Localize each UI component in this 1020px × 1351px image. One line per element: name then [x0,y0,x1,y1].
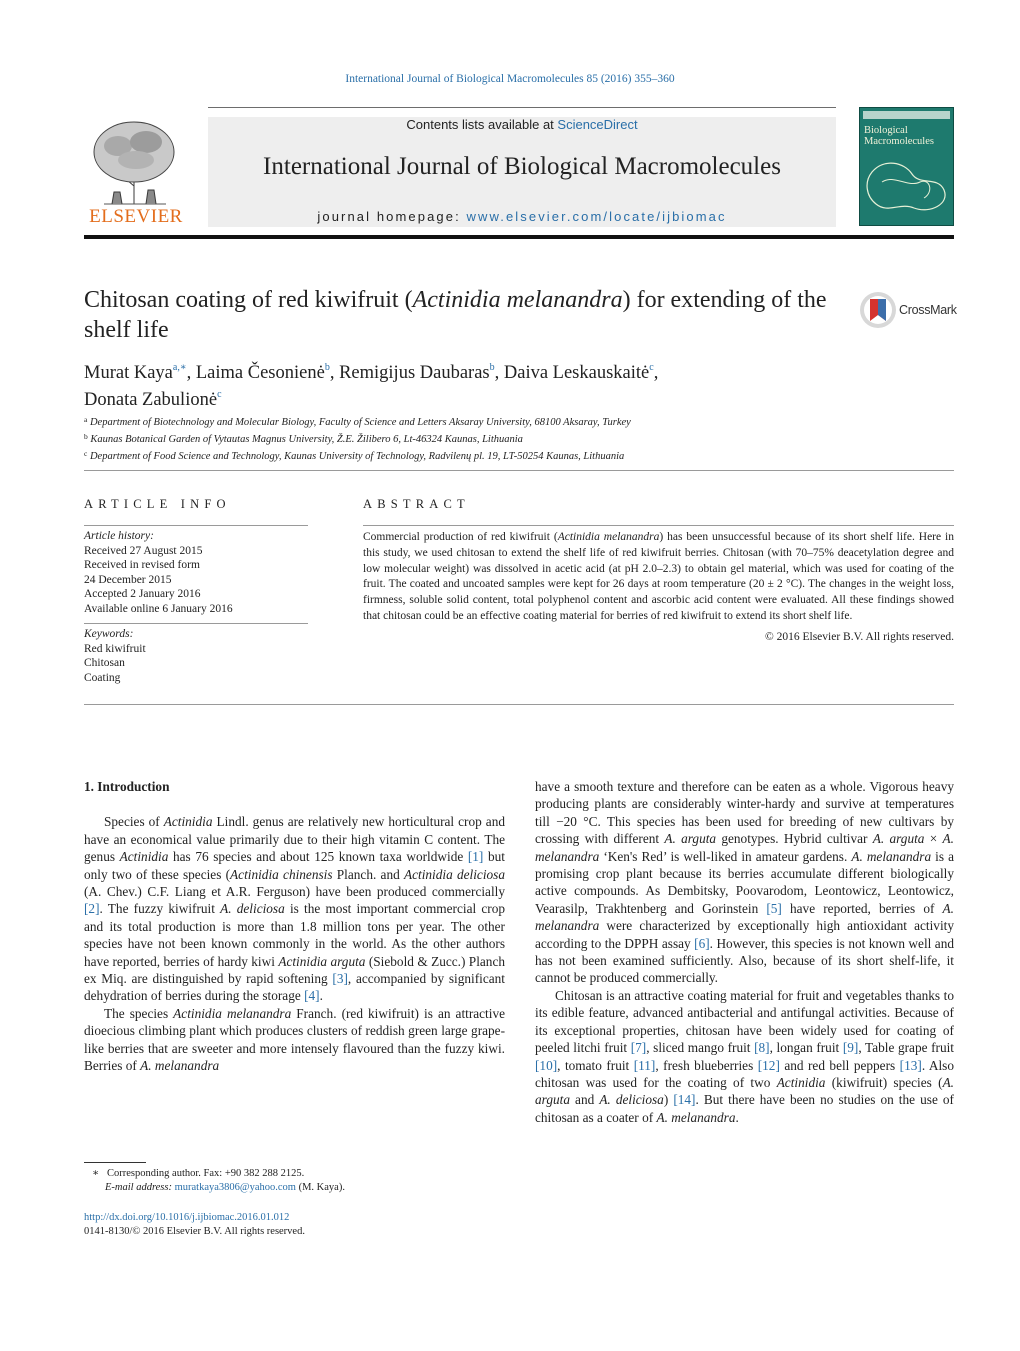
text-run: and [569,1092,600,1108]
author-name: Daiva Leskauskaitė [503,363,650,383]
reference-link[interactable]: [11] [633,1057,656,1073]
italic-term: Actinidia arguta [278,953,366,969]
text-run: × [924,831,943,847]
keyword-list [84,642,308,686]
crossmark-badge[interactable] [859,291,959,331]
italic-term: Actinidia chinensis [230,866,333,882]
title-part: ) for extending of the shelf life [84,287,827,343]
italic-term: A. melanandra [851,848,932,864]
paragraph [535,778,954,987]
text-run: . [735,1109,739,1125]
reference-link[interactable]: [12] [757,1057,780,1073]
text-run: Species of [104,814,164,830]
keyword-item: Coating [84,671,121,684]
affiliation-divider [84,470,954,471]
reference-link[interactable]: [4] [304,988,320,1004]
abstract-divider [84,704,954,705]
journal-homepage-line [208,209,836,224]
text-run: Chitosan is an attractive coating material for fruit and vegetables thanks to its edible feature, advanced antibacterial and antifungal activities. Because of its exceptional properties, chitosan have been widely used for coating of peeled litchi fruit [535,987,954,1056]
text-run: Planch. and [332,866,404,882]
reference-link[interactable]: [13] [899,1057,922,1073]
keywords-label: Keywords: [84,628,134,640]
author-name: Donata Zabulionė [84,390,218,410]
history-item: Received 27 August 2015 [84,544,203,557]
affiliation-marker: b [84,432,88,441]
journal-cover-thumbnail[interactable] [859,107,954,226]
copyright-notice: © 2016 Elsevier B.V. All rights reserved. [765,630,954,643]
text-run: has 76 species and about 125 known taxa worldwide [168,849,468,865]
contents-prefix: Contents lists available at [406,117,558,132]
author-name: Remigijus Daubaras [339,363,490,383]
abstract-rule [363,525,954,526]
affiliation [84,413,964,430]
abstract-section [363,497,954,643]
text-run: , tomato fruit [557,1057,634,1073]
article-info-heading: ARTICLE INFO [84,497,231,511]
cover-title: Biological Macromolecules [864,125,934,147]
header-top-rule [208,107,836,108]
corresponding-author-footnote [92,1167,592,1195]
author-separator: , [494,363,504,383]
keyword-item: Red kiwifruit [84,642,146,655]
text-run: have reported, berries of [781,900,943,916]
italic-term: Actinidia [776,1074,826,1090]
italic-term: A. melanandra [535,831,954,864]
affiliation-text: Department of Biotechnology and Molecular Biology, Faculty of Science and Letters Aksaray University, 68100 Aksaray, Turkey [87,417,631,428]
reference-link[interactable]: [6] [694,935,710,951]
author-affiliation-marker[interactable]: c [649,362,654,373]
italic-term: Actinidia [119,849,169,865]
affiliation-text: Kaunas Botanical Garden of Vytautas Magnus University, Ž.E. Žilibero 6, Lt-46324 Kaunas, Lithuania [87,434,523,445]
text-run: and red bell peppers [779,1057,900,1073]
history-item: Available online 6 January 2016 [84,602,233,615]
italic-term: Actinidia melanandra [173,1005,292,1021]
history-label: Article history: [84,530,154,542]
author-affiliation-marker[interactable]: a,∗ [172,362,187,373]
author-name: Murat Kaya [84,363,173,383]
article-info-section [84,497,308,685]
journal-citation[interactable]: International Journal of Biological Macromolecules 85 (2016) 355–360 [345,73,675,85]
text-run: . But there have been no studies on the use of chitosan as a coater of [535,1092,954,1125]
italic-term: A. melanandra [535,900,954,934]
italic-term: Actinidia deliciosa [404,866,506,882]
email-suffix: (M. Kaya). [295,1182,345,1193]
author-affiliation-marker[interactable]: c [217,389,222,400]
reference-link[interactable]: [10] [535,1057,558,1073]
text-run: genotypes. Hybrid cultivar [716,831,873,847]
author-affiliation-marker[interactable]: b [324,362,330,373]
abstract-part: Commercial production of red kiwifruit ( [363,531,558,543]
history-list [84,544,308,617]
affiliation-list [84,413,964,464]
homepage-prefix: journal homepage: [317,209,467,224]
italic-term: A. melanandra [140,1058,220,1074]
affiliation-marker: a [84,415,88,424]
keyword-item: Chitosan [84,657,125,669]
article-info-rule [84,525,308,526]
abstract-text [363,530,954,625]
text-run: ) [663,1092,674,1108]
email-label: E-mail address: [105,1182,175,1193]
text-run: (kiwifruit) species ( [825,1074,943,1090]
header-bottom-rule [84,235,954,239]
crossmark-icon [859,291,897,329]
contents-line [208,117,836,132]
history-item: Accepted 2 January 2016 [84,588,201,600]
issn-copyright: 0141-8130/© 2016 Elsevier B.V. All rights reserved. [84,1226,305,1237]
paragraph [535,987,954,1126]
paragraph [84,1005,505,1075]
body-column-right [535,778,954,1126]
text-run: The species [104,1005,174,1021]
elsevier-wordmark: ELSEVIER [89,206,183,227]
article-history [84,529,308,616]
footnote-rule [84,1162,146,1163]
text-run: is the most important commercial crop and its total production is more than 1.8 million tons per year. The other species have not been known commonly in the world. As the other authors have reported, berries of hardy kiwi [84,901,505,969]
affiliation-text: Department of Food Science and Technology, Kaunas University of Technology, Radvilenų pl. 19, LT-50254 Kaunas, Lithuania [87,451,625,462]
history-item: Received in revised form [84,559,200,571]
affiliation-marker: c [84,449,88,458]
abstract-part: ) has been unsuccessful because of its short shelf life. Here in this study, we used chitosan to extend the shelf life of red kiwifruit berries. Chitosan (with 70–75% deacetylation degree and low molecular weight) was dissolved in acetic acid (at pH 2.0–2.3) to obtain gel material, which was used for coating of the fruit. The coated and uncoated samples were kept for 26 days at room temperature (20 ± 2 °C). The changes in the weight loss, firmness, soluble solid content, total polyphenol content and ascorbic acid content were evaluated. All these findings showed that chitosan could be an effective coating material for berries of red kiwifruit to extend its short shelf life. [363,531,954,622]
text-run: is a promising crop plant because its berries accumulate different biologically active compounds. As Dembitsky, Poovarodom, Leontowicz, Leontowicz, Vearasilp, Trakhtenberg and Gorinstein [535,848,954,916]
text-run: . [319,988,323,1004]
title-species: Actinidia melanandra [412,287,623,313]
italic-term: A. deliciosa [220,901,285,917]
italic-term: A. deliciosa [599,1092,664,1108]
text-run: have a smooth texture and therefore can be eaten as a whole. Vigorous heavy producing plants are considerably winter-hardy and survive at temperatures till −20 °C. This species has been used for breeding of new cultivars by crossing with different [535,779,954,847]
author-affiliation-marker[interactable]: b [489,362,495,373]
homepage-link[interactable]: www.elsevier.com/locate/ijbiomac [466,209,727,224]
elsevier-logo [84,116,186,228]
text-run: ‘Ken's Red’ is well-liked in amateur gardens. [599,848,852,864]
text-run: (A. Chev.) C.F. Liang et A.R. Ferguson) have been produced commercially [84,884,505,900]
article-title [84,285,844,345]
doi-link[interactable]: http://dx.doi.org/10.1016/j.ijbiomac.2016.01.012 [84,1212,290,1223]
sciencedirect-link[interactable]: ScienceDirect [557,117,638,132]
text-run: . However, this species is not known well and has not been examined sufficiently. Also, because of its short shelf-life, it cannot be produced commercially. [535,935,954,986]
corresponding-author-line [92,1167,592,1181]
reference-link[interactable]: [3] [332,971,348,987]
text-run: (Siebold & Zucc.) Planch ex Miq. are distinguished by rapid softening [84,953,505,987]
crossmark-label: CrossMark [899,303,957,317]
italic-term: A. melanandra [656,1109,736,1125]
text-run: Franch. (red kiwifruit) is an attractive dioecious climbing plant which produces clusters of reddish green large grape-like berries that are sweeter and more intensely flavoured than the fuzzy kiwi. Berries of [84,1005,505,1074]
author-name: Laima Česonienė [195,363,325,383]
text-run: Lindl. genus are relatively new horticultural crop and have an economical value primarily due to their high vitamin C content. The genus [84,814,506,865]
history-item: 24 December 2015 [84,573,172,586]
reference-link[interactable]: [14] [673,1092,696,1108]
text-run: , Table grape fruit [858,1040,954,1056]
corresponding-author-text: Corresponding author. Fax: +90 382 288 2125. [107,1168,305,1179]
title-part: Chitosan coating of red kiwifruit ( [84,287,413,313]
italic-term: A. arguta [664,831,717,847]
paragraph [84,813,505,1004]
text-run: , longan fruit [769,1040,843,1056]
keywords-rule [84,623,308,624]
author-separator: , [329,363,340,383]
reference-link[interactable]: [8] [754,1040,770,1056]
author-email-link[interactable]: muratkaya3806@yahoo.com [174,1182,296,1193]
affiliation [84,447,964,464]
text-run: , fresh blueberries [655,1057,758,1073]
italic-term: A. arguta [872,831,925,847]
author-list [84,357,964,411]
body-column-left [84,778,505,1075]
text-run: . The fuzzy kiwifruit [99,901,221,917]
journal-title: International Journal of Biological Macromolecules [263,153,781,180]
reference-link[interactable]: [2] [84,901,100,917]
italic-term: Actinidia [163,814,213,830]
text-run: . Also chitosan was used for the coating of two [535,1057,954,1090]
reference-link[interactable]: [7] [630,1040,647,1056]
keywords [84,627,308,685]
reference-link[interactable]: [1] [467,849,484,865]
author-separator: , [653,363,659,383]
italic-term: A. arguta [535,1074,955,1108]
cover-artwork-icon [860,152,953,222]
text-run: were characterized by exceptionally high antioxidant activity according to the DPPH assay [535,918,954,951]
abstract-heading: ABSTRACT [363,497,470,511]
text-run: , accompanied by significant dehydration of berries during the storage [84,971,505,1004]
affiliation [84,430,964,447]
footnote-star: ∗ [92,1168,100,1179]
author-separator: , [186,363,196,383]
text-run: but only two of these species ( [84,849,505,882]
reference-link[interactable]: [9] [842,1040,859,1056]
reference-link[interactable]: [5] [766,900,782,916]
email-line [92,1181,592,1195]
text-run: , sliced mango fruit [646,1040,755,1056]
doi-block [84,1211,584,1239]
cover-top-band [863,111,950,119]
section-heading-introduction: 1. Introduction [84,779,170,794]
abstract-species: Actinidia melanandra [557,531,660,543]
